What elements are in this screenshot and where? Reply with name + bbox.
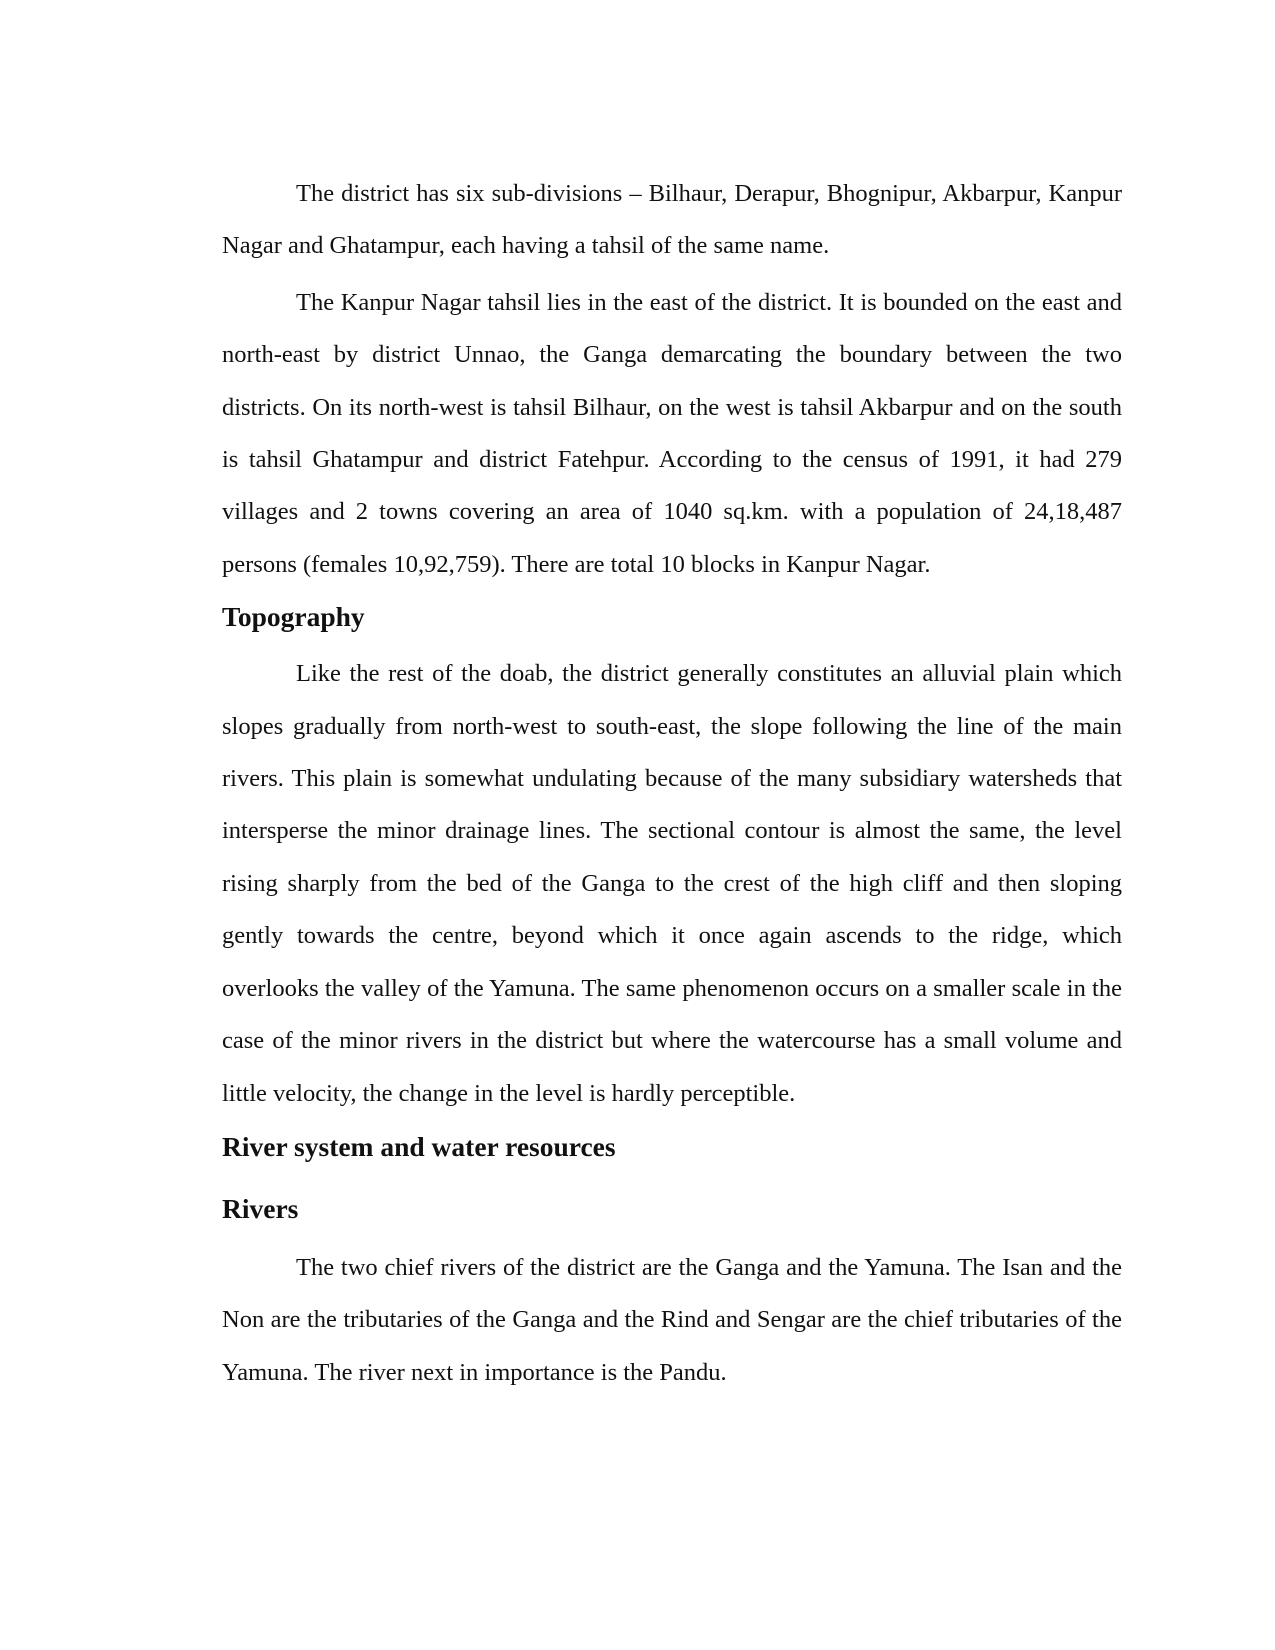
paragraph-topography: Like the rest of the doab, the district generally constitutes an alluvial plain which slopes gradually from north-west to south-east, the slope following the line of the main rivers. This plain is somewhat undulating because of the many subsidiary watersheds that intersperse the minor drainage lines. The sectional contour is almost the same, the level rising sharply from the bed of the Ganga to the crest of the high cliff and then sloping gently towards the centre, beyond which it once again ascends to the ridge, which overlooks the valley of the Yamuna. The same phenomenon occurs on a smaller scale in the case of the minor rivers in the district but where the watercourse has a small volume and little velocity, the change in the level is hardly perceptible.	[222, 660, 1122, 1107]
heading-river-system: River system and water resources	[222, 1130, 616, 1162]
paragraph-subdivisions: The district has six sub-divisions – Bilhaur, Derapur, Bhognipur, Akbarpur, Kanpur Nagar and Ghatampur, each having a tahsil of the same name.	[222, 180, 1122, 260]
paragraph-rivers: The two chief rivers of the district are the Ganga and the Yamuna. The Isan and the Non are the tributaries of the Ganga and the Rind and Sengar are the chief tributaries of the Yamuna. The river next in importance is the Pandu.	[222, 1253, 1122, 1386]
document-page	[222, 168, 1122, 1399]
paragraph-kanpur-nagar-tahsil: The Kanpur Nagar tahsil lies in the east of the district. It is bounded on the east and north-east by district Unnao, the Ganga demarcating the boundary between the two districts. On its north-west is tahsil Bilhaur, on the west is tahsil Akbarpur and on the south is tahsil Ghatampur and district Fatehpur. According to the census of 1991, it had 279 villages and 2 towns covering an area of 1040 sq.km. with a population of 24,18,487 persons (females 10,92,759). There are total 10 blocks in Kanpur Nagar.	[222, 288, 1122, 578]
heading-topography: Topography	[222, 601, 365, 633]
heading-rivers: Rivers	[222, 1192, 299, 1224]
